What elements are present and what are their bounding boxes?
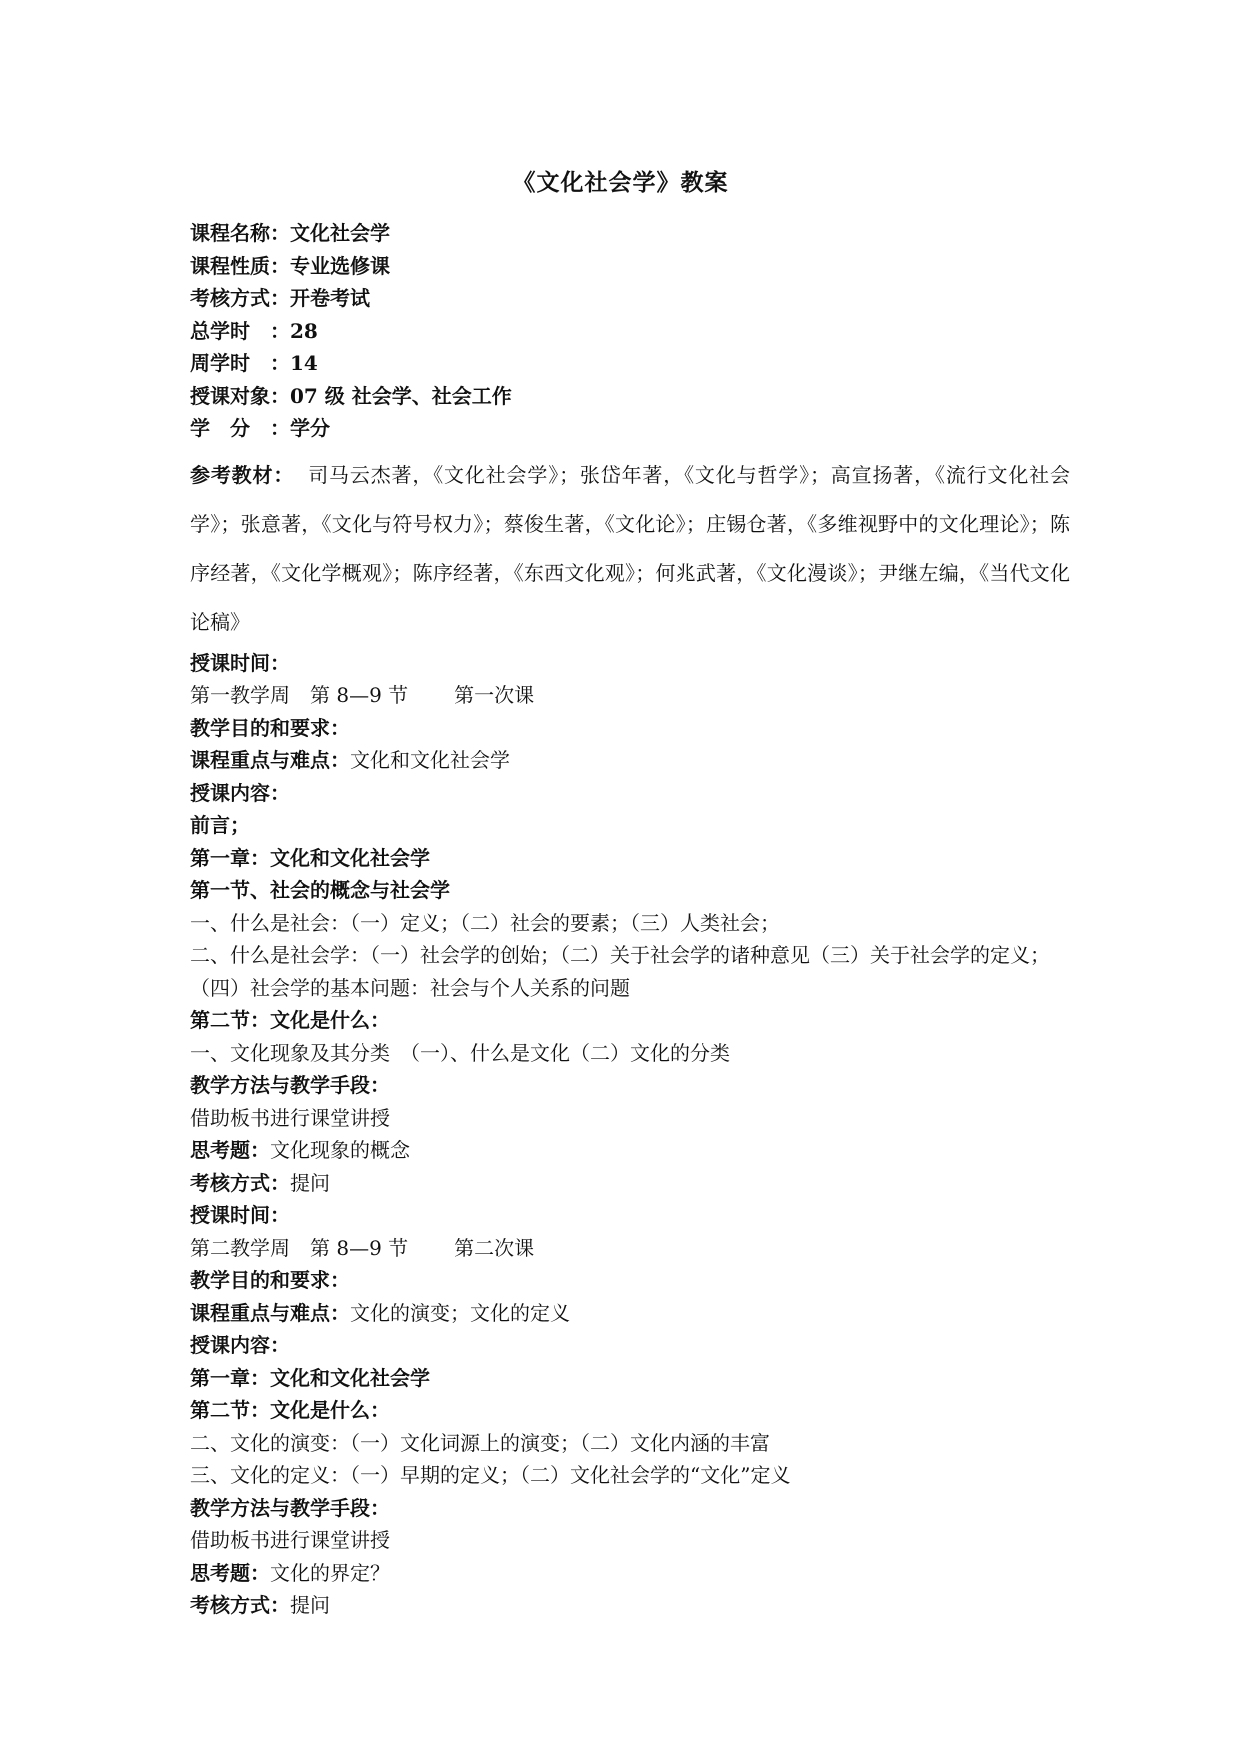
lesson1-key-points-value: 文化和文化社会学 [350, 748, 510, 772]
credits-label: 学 分 ： [190, 416, 290, 440]
lesson2-content-label-text: 授课内容： [190, 1333, 290, 1357]
lesson2-chapter: 第一章：文化和文化社会学 [190, 1365, 430, 1390]
lesson2-session: 第二次课 [454, 1235, 535, 1260]
lesson1-key-points-label: 课程重点与难点： [190, 748, 350, 772]
lesson2-assessment-label: 考核方式： [190, 1593, 290, 1617]
audience-value: 07 级 社会学、社会工作 [290, 383, 512, 408]
lesson1-key-points [190, 744, 1070, 777]
lesson1-content-label [190, 777, 1070, 810]
references-paragraph [190, 451, 1070, 647]
lesson2-week: 第二教学周 [190, 1235, 290, 1260]
lesson1-session: 第一次课 [454, 683, 535, 707]
lesson2-question [190, 1557, 1070, 1590]
lesson1-item3: 一、文化现象及其分类 （一）、什么是文化（二）文化的分类 [190, 1040, 730, 1065]
lesson2-schedule [190, 1232, 1070, 1265]
lesson1-time-label [190, 647, 1070, 680]
lesson1-item2: 二、什么是社会学：（一）社会学的创始；（二）关于社会学的诸种意见（三）关于社会学的定义；（四）社会学的基本问题：社会与个人关系的问题 [190, 943, 1050, 1000]
lesson1-assessment-label: 考核方式： [190, 1170, 290, 1195]
lesson2-methods-value: 借助板书进行课堂讲授 [190, 1528, 390, 1552]
weekly-hours-label: 周学时 ： [190, 351, 290, 375]
lesson1-item1: 一、什么是社会：（一）定义；（二）社会的要素；（三）人类社会； [190, 910, 780, 935]
lesson2-content-label [190, 1329, 1070, 1362]
exam-method-value: 开卷考试 [290, 286, 370, 310]
course-nature-value: 专业选修课 [290, 253, 390, 278]
audience-line [190, 380, 1070, 413]
lesson1-objectives [190, 712, 1070, 745]
lesson2-time-label [190, 1199, 1070, 1232]
lesson1-assessment [190, 1167, 1070, 1200]
lesson2-key-points-label: 课程重点与难点： [190, 1300, 350, 1325]
audience-label: 授课对象： [190, 383, 290, 408]
lesson1-section2: 第二节：文化是什么： [190, 1008, 390, 1032]
lesson1-assessment-value: 提问 [290, 1170, 330, 1195]
lesson2-objectives [190, 1264, 1070, 1297]
lesson1-objectives-label: 教学目的和要求： [190, 715, 350, 740]
references-label: 参考教材： [190, 462, 295, 487]
lesson1-content-label-text: 授课内容： [190, 780, 290, 805]
lesson1-time-label-text: 授课时间： [190, 650, 290, 675]
credits-value: 学分 [290, 416, 330, 440]
lesson1-week: 第一教学周 [190, 683, 290, 707]
lesson1-question-label: 思考题： [190, 1138, 270, 1162]
lesson1-methods-label: 教学方法与教学手段： [190, 1073, 390, 1097]
course-name-value: 文化社会学 [290, 221, 390, 245]
lesson2-assessment-value: 提问 [290, 1593, 330, 1617]
lesson2-question-value: 文化的界定？ [270, 1560, 390, 1585]
document-title: 《文化社会学》教案 [512, 169, 729, 196]
course-nature-label: 课程性质： [190, 253, 290, 278]
lesson1-period: 第 8—9 节 [310, 683, 409, 707]
exam-method-line [190, 282, 1070, 315]
references-value: 司马云杰著，《文化社会学》；张岱年著，《文化与哲学》；高宣扬著，《流行文化社会学》；张意著，《文化与符号权力》；蔡俊生著，《文化论》；庄锡仓著，《多维视野中的文化理论》；陈序经著，《文化学概观》；陈序经著，《东西文化观》；何兆武著，《文化漫谈》；尹继左编，《当代文化论稿》 [190, 462, 1071, 634]
lesson1-schedule [190, 679, 1070, 712]
lesson2-section2: 第二节：文化是什么： [190, 1398, 390, 1422]
lesson2-question-label: 思考题： [190, 1560, 270, 1585]
lesson2-assessment [190, 1589, 1070, 1622]
lesson1-methods-value: 借助板书进行课堂讲授 [190, 1105, 390, 1130]
lesson2-objectives-label: 教学目的和要求： [190, 1268, 350, 1292]
course-name-label: 课程名称： [190, 221, 290, 245]
weekly-hours-value: 14 [290, 351, 318, 375]
lesson2-item2: 三、文化的定义：（一）早期的定义；（二）文化社会学的“文化”定义 [190, 1463, 791, 1487]
lesson1-question-value: 文化现象的概念 [270, 1138, 410, 1162]
lesson2-methods-label: 教学方法与教学手段： [190, 1495, 390, 1520]
credits-line [190, 412, 1070, 445]
lesson1-question [190, 1134, 1070, 1167]
total-hours-label: 总学时 ： [190, 318, 290, 343]
lesson2-time-label-text: 授课时间： [190, 1203, 290, 1227]
lesson2-item1: 二、文化的演变：（一）文化词源上的演变；（二）文化内涵的丰富 [190, 1430, 770, 1455]
document-body [190, 217, 1070, 1622]
lesson2-key-points [190, 1297, 1070, 1330]
exam-method-label: 考核方式： [190, 286, 290, 310]
course-name-line [190, 217, 1070, 250]
total-hours-value: 28 [290, 318, 318, 343]
lesson2-period: 第 8—9 节 [310, 1235, 409, 1260]
total-hours-line [190, 315, 1070, 348]
course-nature-line [190, 250, 1070, 283]
lesson1-preface: 前言； [190, 813, 250, 837]
lesson1-section1: 第一节、社会的概念与社会学 [190, 878, 450, 902]
lesson2-key-points-value: 文化的演变；文化的定义 [350, 1300, 570, 1325]
lesson1-chapter: 第一章：文化和文化社会学 [190, 845, 430, 870]
weekly-hours-line [190, 347, 1070, 380]
